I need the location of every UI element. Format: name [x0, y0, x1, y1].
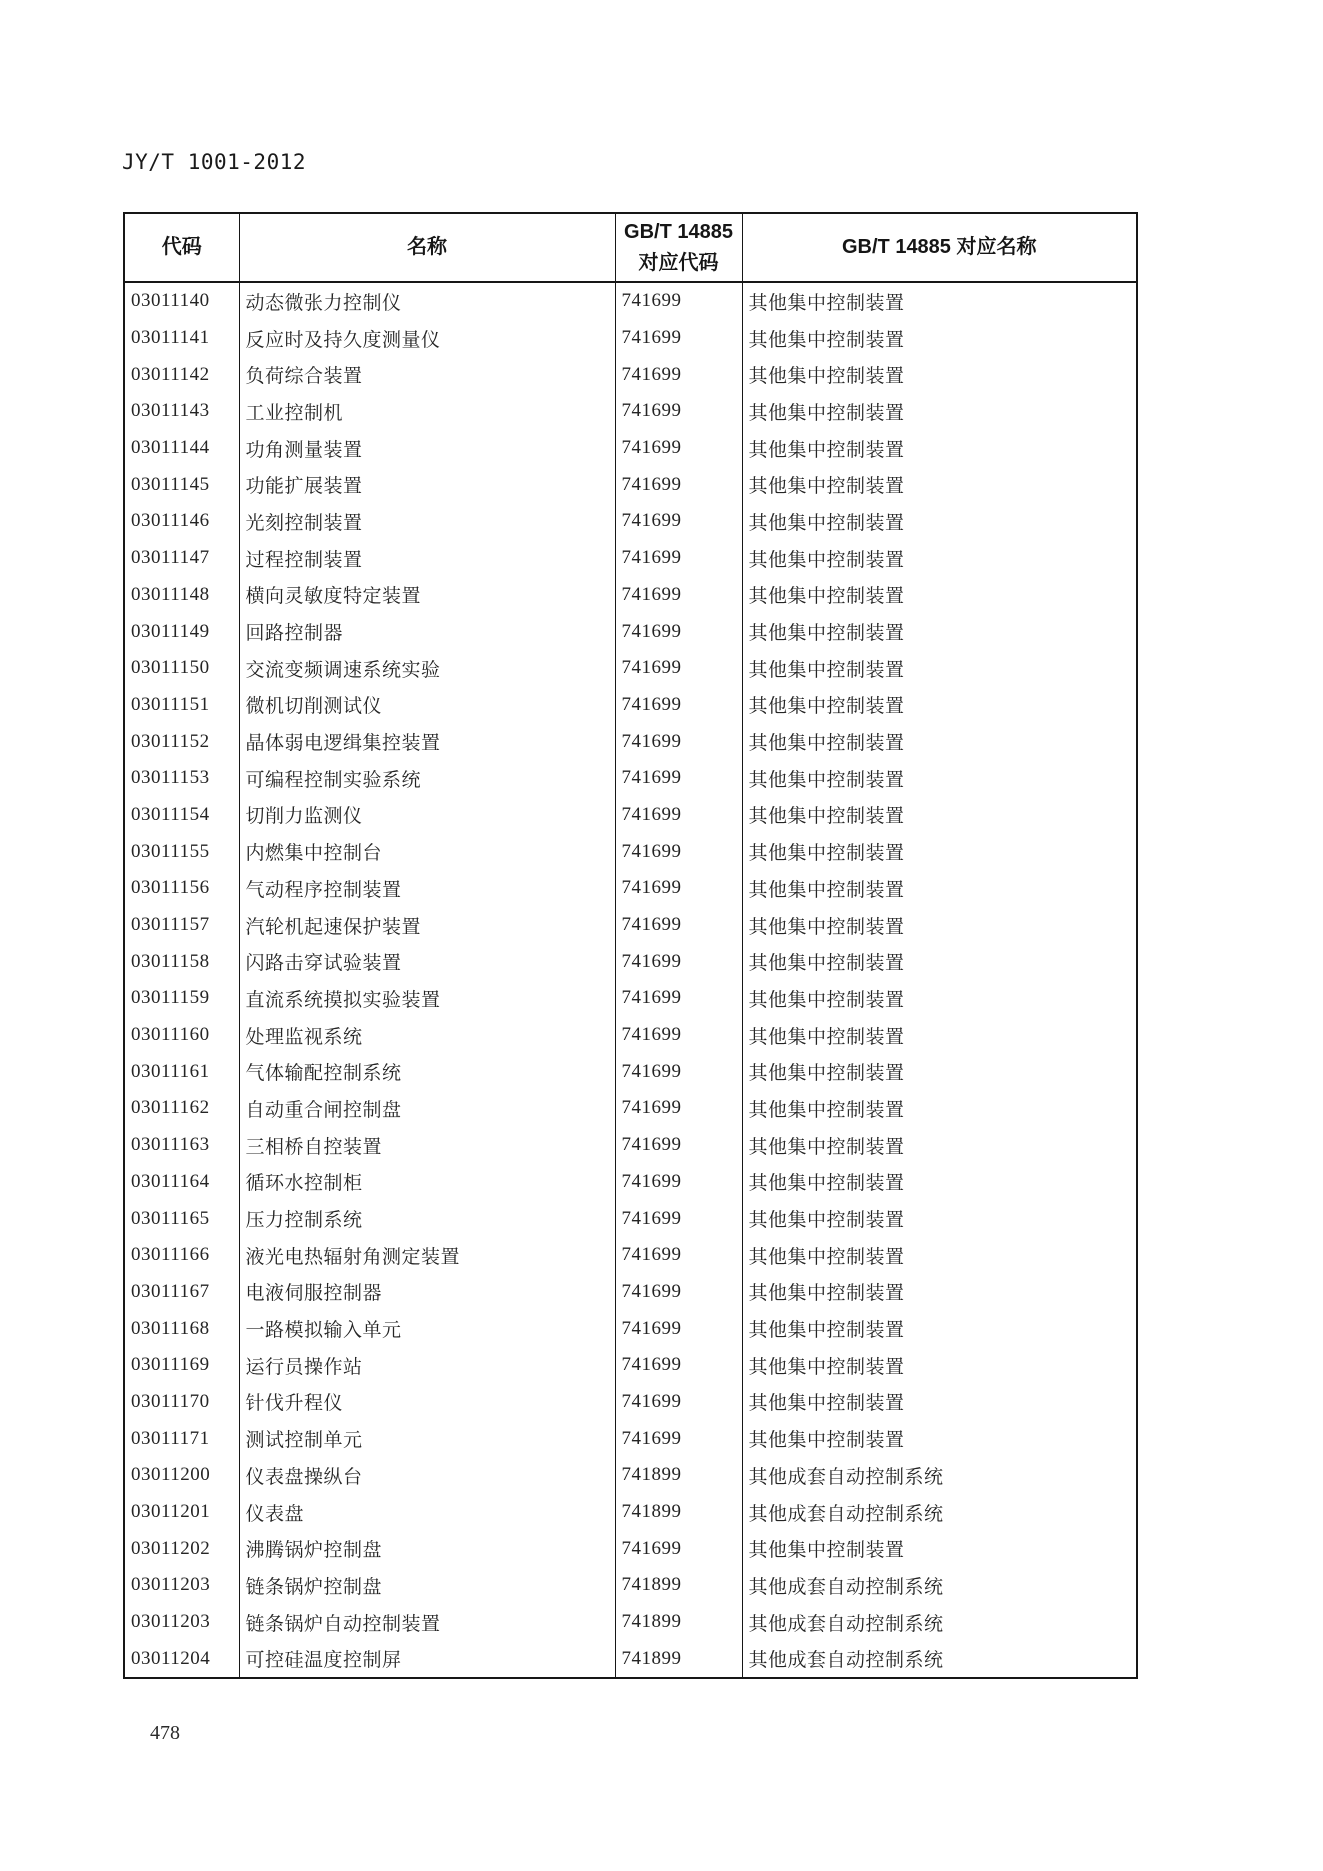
name-cell: 三相桥自控装置 — [239, 1127, 615, 1164]
table-row — [124, 723, 1137, 760]
name-cell: 压力控制系统 — [239, 1200, 615, 1237]
table-row — [124, 430, 1137, 467]
gbt-code-cell: 741699 — [615, 723, 742, 760]
gbt-name-cell: 其他集中控制装置 — [742, 1237, 1137, 1274]
table-row — [124, 503, 1137, 540]
gbt-name-cell: 其他集中控制装置 — [742, 1530, 1137, 1567]
gbt-code-cell: 741699 — [615, 1530, 742, 1567]
gbt-code-cell: 741699 — [615, 1200, 742, 1237]
gbt-code-cell: 741699 — [615, 760, 742, 797]
gbt-code-cell: 741899 — [615, 1567, 742, 1604]
code-cell: 03011200 — [131, 1464, 211, 1486]
name-cell: 汽轮机起速保护装置 — [239, 907, 615, 944]
table-row — [124, 1017, 1137, 1054]
gbt-code-cell: 741699 — [615, 797, 742, 834]
gbt-code-cell: 741699 — [615, 320, 742, 357]
gbt-name-cell: 其他集中控制装置 — [742, 613, 1137, 650]
table-row — [124, 1457, 1137, 1494]
name-cell: 直流系统摸拟实验装置 — [239, 980, 615, 1017]
code-cell: 03011156 — [131, 877, 210, 899]
gbt-code-cell: 741699 — [615, 943, 742, 980]
gbt-name-cell: 其他成套自动控制系统 — [742, 1604, 1137, 1641]
gbt-name-cell: 其他集中控制装置 — [742, 1017, 1137, 1054]
gbt-code-cell: 741699 — [615, 282, 742, 320]
gbt-name-cell: 其他集中控制装置 — [742, 282, 1137, 320]
table-row — [124, 943, 1137, 980]
code-cell: 03011149 — [131, 620, 210, 642]
gbt-name-cell: 其他集中控制装置 — [742, 430, 1137, 467]
table-row — [124, 833, 1137, 870]
table-row — [124, 1200, 1137, 1237]
table-row — [124, 1127, 1137, 1164]
code-cell: 03011150 — [131, 657, 210, 679]
standard-number: JY/T 1001-2012 — [122, 150, 307, 174]
gbt-code-cell: 741699 — [615, 356, 742, 393]
gbt-code-cell: 741699 — [615, 1347, 742, 1384]
gbt-code-cell: 741699 — [615, 907, 742, 944]
code-cell: 03011169 — [131, 1354, 210, 1376]
gbt-code-cell: 741699 — [615, 540, 742, 577]
gbt-name-cell: 其他集中控制装置 — [742, 980, 1137, 1017]
name-cell: 液光电热辐射角测定装置 — [239, 1237, 615, 1274]
code-cell: 03011161 — [131, 1060, 210, 1082]
name-cell: 交流变频调速系统实验 — [239, 650, 615, 687]
gbt-code-cell: 741699 — [615, 430, 742, 467]
gbt-name-cell: 其他集中控制装置 — [742, 723, 1137, 760]
table-row — [124, 393, 1137, 430]
name-cell: 动态微张力控制仪 — [239, 282, 615, 320]
gbt-name-cell: 其他集中控制装置 — [742, 356, 1137, 393]
code-cell: 03011159 — [131, 987, 210, 1009]
code-cell: 03011144 — [131, 437, 210, 459]
gbt-code-cell: 741899 — [615, 1457, 742, 1494]
code-cell: 03011165 — [131, 1207, 210, 1229]
name-cell: 横向灵敏度特定装置 — [239, 577, 615, 614]
page-number: 478 — [150, 1722, 180, 1744]
name-cell: 晶体弱电逻缉集控装置 — [239, 723, 615, 760]
name-cell: 自动重合闸控制盘 — [239, 1090, 615, 1127]
gbt-code-cell: 741699 — [615, 1090, 742, 1127]
table-row — [124, 356, 1137, 393]
table-row — [124, 1420, 1137, 1457]
gbt-name-cell: 其他集中控制装置 — [742, 466, 1137, 503]
header-gbt-code — [615, 213, 742, 282]
header-name: 名称 — [239, 213, 615, 282]
name-cell: 链条锅炉自动控制装置 — [239, 1604, 615, 1641]
gbt-name-cell: 其他集中控制装置 — [742, 760, 1137, 797]
table-row — [124, 282, 1137, 320]
code-cell: 03011145 — [131, 473, 210, 495]
table-row — [124, 1274, 1137, 1311]
table-row — [124, 1494, 1137, 1531]
gbt-code-cell: 741699 — [615, 503, 742, 540]
gbt-code-cell: 741699 — [615, 1420, 742, 1457]
header-gbt-code-line2: 对应代码 — [638, 251, 719, 274]
table-row — [124, 1567, 1137, 1604]
table-row — [124, 650, 1137, 687]
gbt-name-cell: 其他集中控制装置 — [742, 1384, 1137, 1421]
name-cell: 内燃集中控制台 — [239, 833, 615, 870]
table-row — [124, 320, 1137, 357]
gbt-name-cell: 其他集中控制装置 — [742, 907, 1137, 944]
code-cell: 03011151 — [131, 693, 210, 715]
name-cell: 针伐升程仪 — [239, 1384, 615, 1421]
gbt-code-cell: 741699 — [615, 577, 742, 614]
code-cell: 03011147 — [131, 547, 210, 569]
table-row — [124, 797, 1137, 834]
gbt-name-cell: 其他集中控制装置 — [742, 870, 1137, 907]
classification-table — [123, 212, 1138, 1679]
table-row — [124, 1090, 1137, 1127]
gbt-code-cell: 741699 — [615, 833, 742, 870]
gbt-code-cell: 741699 — [615, 393, 742, 430]
table-row — [124, 1530, 1137, 1567]
name-cell: 仪表盘操纵台 — [239, 1457, 615, 1494]
code-cell: 03011160 — [131, 1024, 210, 1046]
gbt-name-cell: 其他集中控制装置 — [742, 1310, 1137, 1347]
code-cell: 03011157 — [131, 914, 210, 936]
code-cell: 03011140 — [131, 290, 210, 312]
name-cell: 切削力监测仪 — [239, 797, 615, 834]
table-row — [124, 870, 1137, 907]
code-cell: 03011141 — [131, 327, 210, 349]
code-cell: 03011162 — [131, 1097, 210, 1119]
gbt-code-cell: 741699 — [615, 1237, 742, 1274]
name-cell: 功能扩展装置 — [239, 466, 615, 503]
name-cell: 运行员操作站 — [239, 1347, 615, 1384]
code-cell: 03011143 — [131, 400, 210, 422]
gbt-name-cell: 其他集中控制装置 — [742, 503, 1137, 540]
name-cell: 沸腾锅炉控制盘 — [239, 1530, 615, 1567]
name-cell: 测试控制单元 — [239, 1420, 615, 1457]
table-row — [124, 466, 1137, 503]
name-cell: 仪表盘 — [239, 1494, 615, 1531]
gbt-name-cell: 其他集中控制装置 — [742, 1053, 1137, 1090]
table-row — [124, 577, 1137, 614]
table-row — [124, 1237, 1137, 1274]
table-row — [124, 907, 1137, 944]
name-cell: 微机切削测试仪 — [239, 687, 615, 724]
code-cell: 03011163 — [131, 1134, 210, 1156]
name-cell: 可编程控制实验系统 — [239, 760, 615, 797]
table-row — [124, 1164, 1137, 1201]
name-cell: 电液伺服控制器 — [239, 1274, 615, 1311]
code-cell: 03011148 — [131, 583, 210, 605]
table-row — [124, 1384, 1137, 1421]
gbt-code-cell: 741899 — [615, 1640, 742, 1678]
code-cell: 03011146 — [131, 510, 210, 532]
gbt-name-cell: 其他集中控制装置 — [742, 1164, 1137, 1201]
gbt-name-cell: 其他集中控制装置 — [742, 650, 1137, 687]
name-cell: 负荷综合装置 — [239, 356, 615, 393]
gbt-code-cell: 741699 — [615, 1127, 742, 1164]
gbt-name-cell: 其他成套自动控制系统 — [742, 1567, 1137, 1604]
code-cell: 03011203 — [131, 1574, 211, 1596]
table-row — [124, 980, 1137, 1017]
table-row — [124, 1604, 1137, 1641]
code-cell: 03011166 — [131, 1244, 210, 1266]
header-row — [124, 213, 1137, 282]
gbt-code-cell: 741699 — [615, 870, 742, 907]
code-cell: 03011203 — [131, 1611, 211, 1633]
table-row — [124, 1640, 1137, 1678]
gbt-name-cell: 其他成套自动控制系统 — [742, 1640, 1137, 1678]
header-code: 代码 — [124, 213, 239, 282]
gbt-name-cell: 其他集中控制装置 — [742, 833, 1137, 870]
gbt-name-cell: 其他集中控制装置 — [742, 1274, 1137, 1311]
table-row — [124, 760, 1137, 797]
gbt-name-cell: 其他集中控制装置 — [742, 1347, 1137, 1384]
name-cell: 链条锅炉控制盘 — [239, 1567, 615, 1604]
gbt-code-cell: 741699 — [615, 650, 742, 687]
gbt-name-cell: 其他集中控制装置 — [742, 1127, 1137, 1164]
code-cell: 03011201 — [131, 1501, 211, 1523]
name-cell: 功角测量装置 — [239, 430, 615, 467]
code-cell: 03011168 — [131, 1317, 210, 1339]
gbt-code-cell: 741699 — [615, 1053, 742, 1090]
code-cell: 03011152 — [131, 730, 210, 752]
gbt-code-cell: 741699 — [615, 1017, 742, 1054]
header-gbt-code-line1: GB/T 14885 — [624, 220, 733, 243]
code-cell: 03011202 — [131, 1537, 211, 1559]
table-row — [124, 1310, 1137, 1347]
gbt-name-cell: 其他集中控制装置 — [742, 687, 1137, 724]
code-cell: 03011158 — [131, 950, 210, 972]
gbt-name-cell: 其他集中控制装置 — [742, 393, 1137, 430]
name-cell: 可控硅温度控制屏 — [239, 1640, 615, 1678]
code-cell: 03011155 — [131, 840, 210, 862]
name-cell: 工业控制机 — [239, 393, 615, 430]
gbt-code-cell: 741699 — [615, 1384, 742, 1421]
gbt-name-cell: 其他集中控制装置 — [742, 1200, 1137, 1237]
gbt-code-cell: 741699 — [615, 613, 742, 650]
name-cell: 回路控制器 — [239, 613, 615, 650]
code-cell: 03011167 — [131, 1280, 210, 1302]
gbt-name-cell: 其他集中控制装置 — [742, 577, 1137, 614]
table-row — [124, 540, 1137, 577]
gbt-code-cell: 741899 — [615, 1494, 742, 1531]
name-cell: 过程控制装置 — [239, 540, 615, 577]
name-cell: 闪路击穿试验装置 — [239, 943, 615, 980]
gbt-code-cell: 741699 — [615, 980, 742, 1017]
table-row — [124, 613, 1137, 650]
name-cell: 反应时及持久度测量仪 — [239, 320, 615, 357]
gbt-code-cell: 741699 — [615, 466, 742, 503]
gbt-name-cell: 其他集中控制装置 — [742, 540, 1137, 577]
gbt-name-cell: 其他成套自动控制系统 — [742, 1494, 1137, 1531]
gbt-name-cell: 其他集中控制装置 — [742, 797, 1137, 834]
table-header — [124, 213, 1137, 282]
gbt-name-cell: 其他集中控制装置 — [742, 943, 1137, 980]
gbt-name-cell: 其他集中控制装置 — [742, 1090, 1137, 1127]
name-cell: 气体输配控制系统 — [239, 1053, 615, 1090]
table-row — [124, 1053, 1137, 1090]
code-cell: 03011204 — [131, 1647, 211, 1669]
name-cell: 气动程序控制装置 — [239, 870, 615, 907]
table-body — [124, 282, 1137, 1678]
gbt-name-cell: 其他集中控制装置 — [742, 1420, 1137, 1457]
code-cell: 03011170 — [131, 1390, 210, 1412]
name-cell: 光刻控制装置 — [239, 503, 615, 540]
name-cell: 处理监视系统 — [239, 1017, 615, 1054]
name-cell: 一路模拟输入单元 — [239, 1310, 615, 1347]
name-cell: 循环水控制柜 — [239, 1164, 615, 1201]
code-cell: 03011142 — [131, 363, 210, 385]
code-cell: 03011164 — [131, 1170, 210, 1192]
gbt-code-cell: 741699 — [615, 1164, 742, 1201]
gbt-name-cell: 其他集中控制装置 — [742, 320, 1137, 357]
gbt-code-cell: 741699 — [615, 1274, 742, 1311]
gbt-code-cell: 741899 — [615, 1604, 742, 1641]
code-cell: 03011153 — [131, 767, 210, 789]
table-row — [124, 1347, 1137, 1384]
gbt-code-cell: 741699 — [615, 687, 742, 724]
code-cell: 03011154 — [131, 803, 210, 825]
gbt-name-cell: 其他成套自动控制系统 — [742, 1457, 1137, 1494]
header-gbt-name: GB/T 14885 对应名称 — [742, 213, 1137, 282]
code-cell: 03011171 — [131, 1427, 210, 1449]
gbt-code-cell: 741699 — [615, 1310, 742, 1347]
table-row — [124, 687, 1137, 724]
